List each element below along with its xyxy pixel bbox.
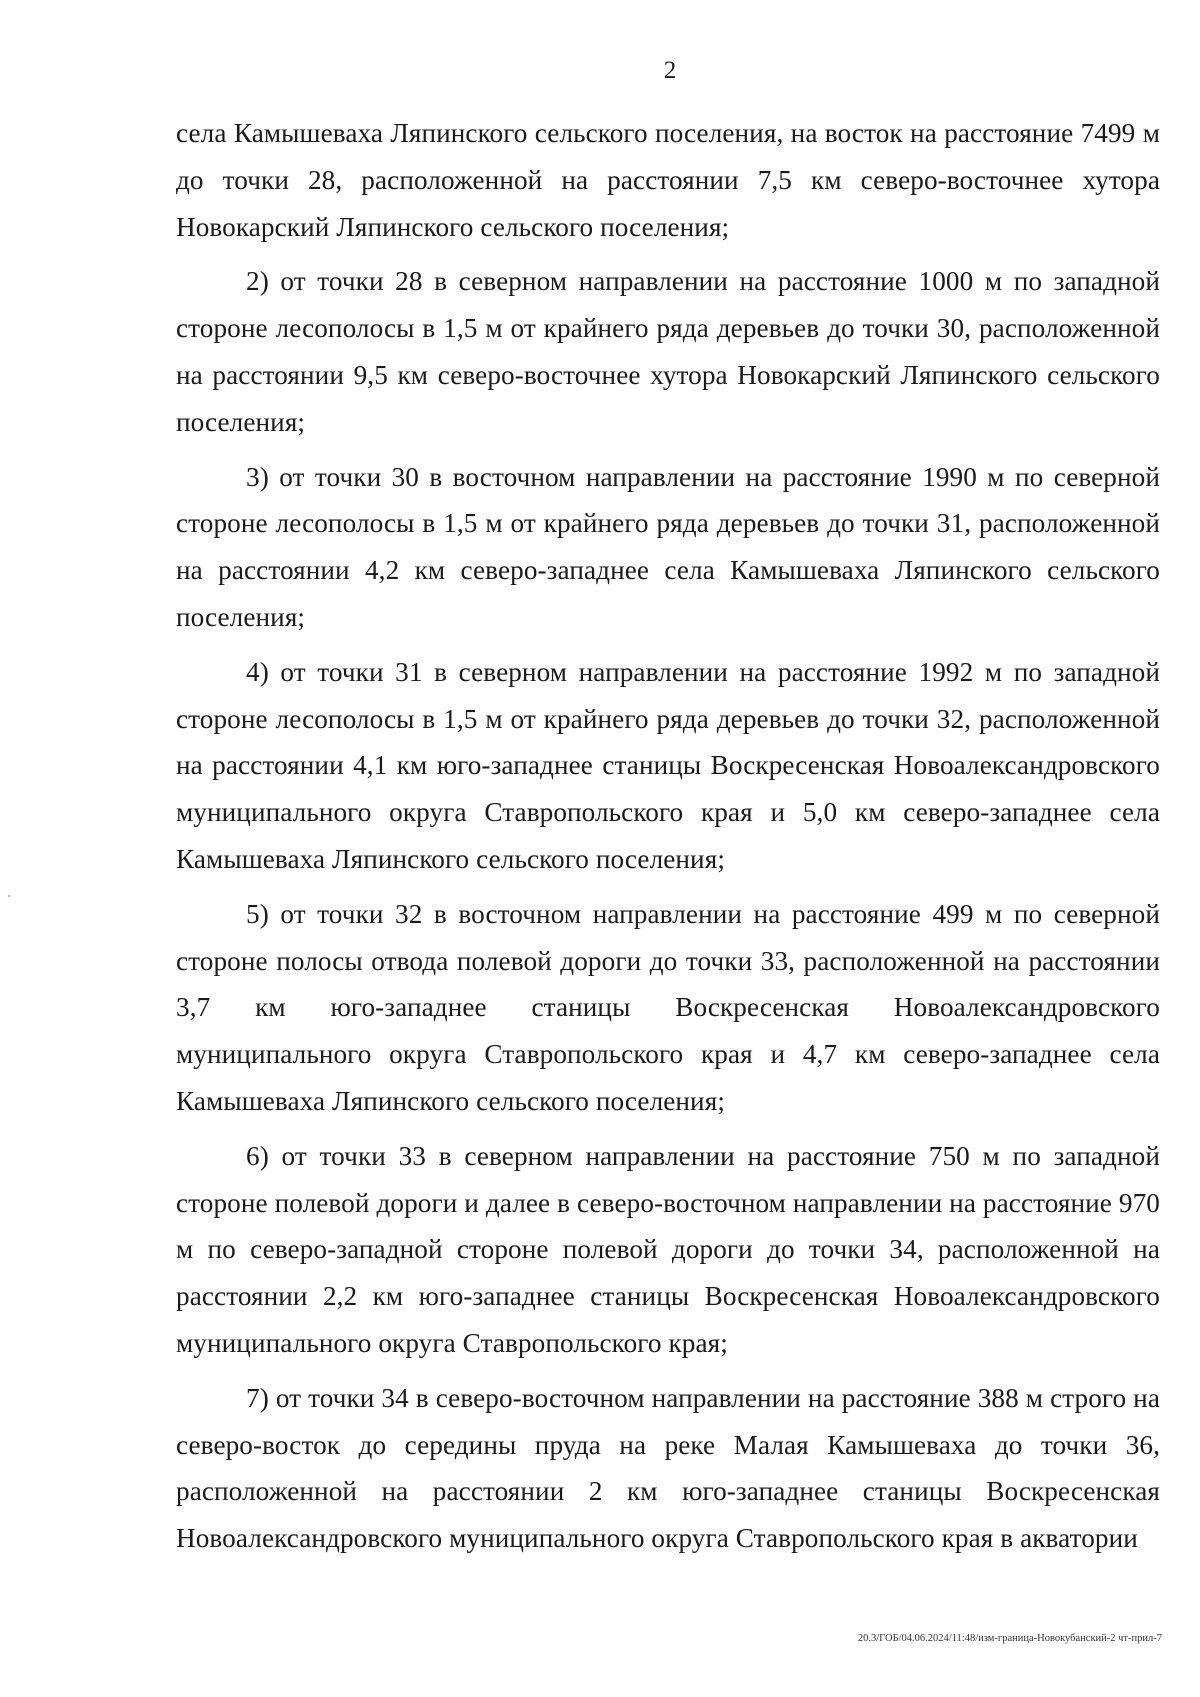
paragraph-item-7: 7) от точки 34 в северо-восточном направлении на расстояние 388 м строго на северо-восток до середины пруда на реке Малая Камышеваха до точки 36, расположенной на расстоянии 2 км юго-западнее станицы Воскресенская Новоалександровского муниципального округа Ставропольского края в акватории xyxy=(176,1382,1160,1554)
paragraph-item-2: 2) от точки 28 в северном направлении на расстояние 1000 м по западной стороне лесополосы в 1,5 м от крайнего ряда деревьев до точки 30, расположенной на расстоянии 9,5 км северо-восточнее хутора Новокарский Ляпинского сельского поселения; xyxy=(176,266,1160,437)
paragraph-item-4: 4) от точки 31 в северном направлении на расстояние 1992 м по западной стороне лесополосы в 1,5 м от крайнего ряда деревьев до точки 32, расположенной на расстоянии 4,1 км юго-западнее станицы Воскресенская Новоалександровского муниципального округа Ставропольского края и 5,0 км северо-западнее села Камышеваха Ляпинского сельского поселения; xyxy=(176,656,1160,874)
paragraph-continuation: села Камышеваха Ляпинского сельского поселения, на восток на расстояние 7499 м до точки 28, расположенной на расстоянии 7,5 км северо-восточнее хутора Новокарский Ляпинского сельского поселения; xyxy=(176,118,1160,242)
paragraph-item-6: 6) от точки 33 в северном направлении на расстояние 750 м по западной стороне полевой дороги и далее в северо-восточном направлении на расстояние 970 м по северо-западной стороне полевой дороги до точки 34, расположенной на расстоянии 2,2 км юго-западнее станицы Воскресенская Новоалександровского муниципального округа Ставропольского края; xyxy=(176,1140,1160,1358)
scan-artifact xyxy=(8,895,10,897)
paragraph-item-5: 5) от точки 32 в восточном направлении на расстояние 499 м по северной стороне полосы отвода полевой дороги до точки 33, расположенной на расстоянии 3,7 км юго-западнее станицы Воскресенская Новоалександровского муниципального округа Ставропольского края и 4,7 км северо-западнее села Камышеваха Ляпинского сельского поселения; xyxy=(176,898,1160,1116)
page-number: 2 xyxy=(663,57,677,84)
document-footer-code: 20.3/ГОБ/04.06.2024/11:48/изм-граница-Новокубанский-2 чт-прил-7 xyxy=(857,1633,1162,1644)
document-body xyxy=(176,110,1160,1562)
paragraph-item-3: 3) от точки 30 в восточном направлении на расстояние 1990 м по северной стороне лесополосы в 1,5 м от крайнего ряда деревьев до точки 31, расположенной на расстоянии 4,2 км северо-западнее села Камышеваха Ляпинского сельского поселения; xyxy=(176,461,1160,632)
